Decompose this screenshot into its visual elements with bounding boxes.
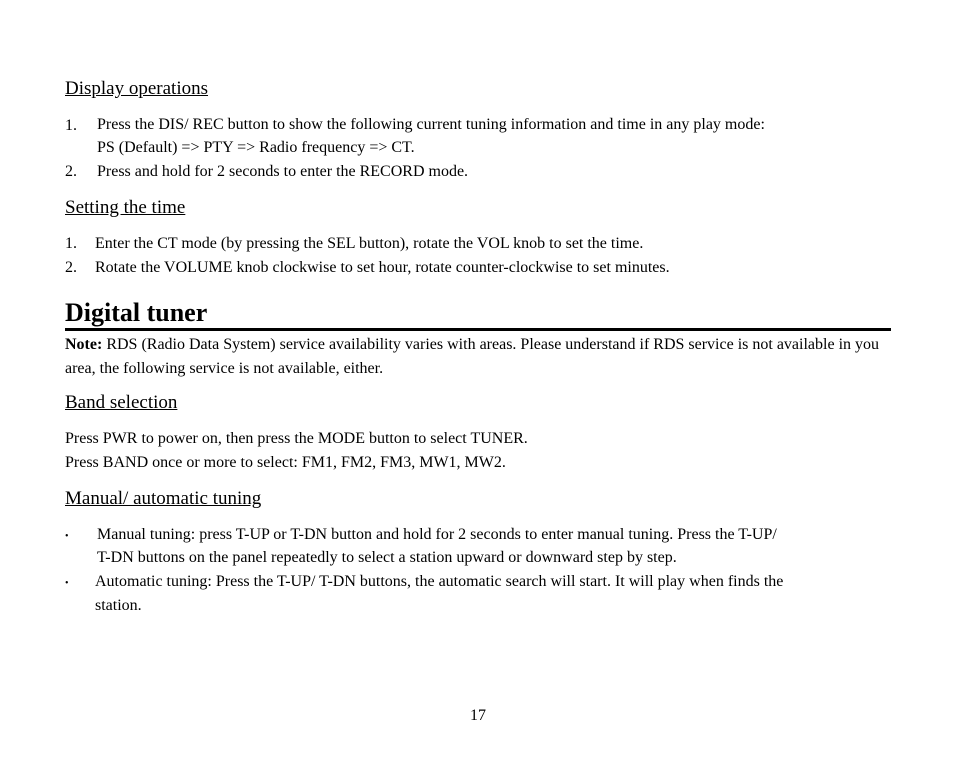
manual-tuning-line-1: Manual tuning: press T-UP or T-DN button and hold for 2 seconds to enter manual tuning. Press the T-UP/: [97, 526, 777, 543]
time-item-1: Enter the CT mode (by pressing the SEL button), rotate the VOL knob to set the time.: [95, 235, 644, 252]
note-text: RDS (Radio Data System) service availability varies with areas. Please understand if RDS service is not available in you area, the following service is not available, either.: [65, 336, 880, 377]
note-label: Note:: [65, 336, 103, 353]
title-rule: [65, 328, 891, 331]
manual-page: [65, 0, 891, 781]
display-item-1-line-2: PS (Default) => PTY => Radio frequency => CT.: [97, 139, 415, 156]
setting-time-heading: Setting the time: [65, 197, 186, 218]
automatic-tuning-line-2: station.: [95, 597, 142, 614]
band-line-2: Press BAND once or more to select: FM1, FM2, FM3, MW1, MW2.: [65, 454, 506, 471]
time-item-2-number: 2.: [65, 259, 77, 276]
band-selection-heading: Band selection: [65, 392, 178, 413]
automatic-tuning-item: [95, 570, 895, 617]
display-item-2: [97, 160, 897, 183]
display-item-1-line-1: Press the DIS/ REC button to show the following current tuning information and time in any play mode:: [97, 116, 765, 133]
digital-tuner-title: Digital tuner: [65, 298, 208, 327]
bullet-icon: •: [65, 578, 69, 589]
automatic-tuning-line-1: Automatic tuning: Press the T-UP/ T-DN buttons, the automatic search will start. It will play when finds the: [95, 573, 784, 590]
display-operations-heading: Display operations: [65, 78, 209, 99]
rds-note: [65, 333, 891, 381]
time-item-2: Rotate the VOLUME knob clockwise to set hour, rotate counter-clockwise to set minutes.: [95, 259, 670, 276]
page-number: 17: [470, 707, 486, 724]
display-item-2-number: 2.: [65, 163, 77, 180]
band-line-1: Press PWR to power on, then press the MODE button to select TUNER.: [65, 430, 528, 447]
manual-tuning-item: [97, 523, 897, 569]
manual-tuning-line-2: T-DN buttons on the panel repeatedly to select a station upward or downward step by step.: [97, 549, 677, 566]
display-item-2-line-1: Press and hold for 2 seconds to enter the RECORD mode.: [97, 163, 469, 180]
display-item-1-number: 1.: [65, 117, 77, 134]
bullet-icon: •: [65, 531, 69, 542]
manual-automatic-tuning-heading: Manual/ automatic tuning: [65, 488, 262, 509]
display-item-1: [97, 113, 897, 159]
time-item-1-number: 1.: [65, 235, 77, 252]
